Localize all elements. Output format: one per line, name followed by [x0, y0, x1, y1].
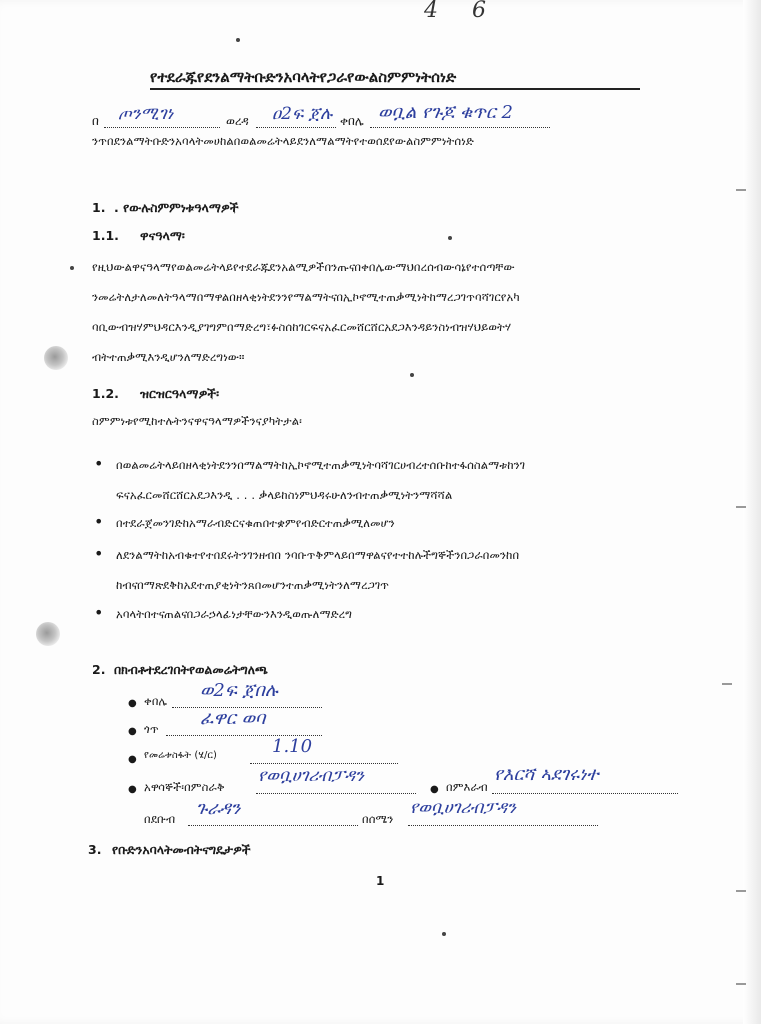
bullet-icon: • [94, 454, 104, 473]
kebele-item-label: ቀበሌ [144, 694, 168, 708]
woreda-fill-line [256, 127, 336, 128]
section-1-1-line-4: ብትተጠቃሚእንዲሆንለማድረግነው። [92, 350, 245, 364]
section-1-1-line-1: የዚህውልዋናዓላማየወልመሬትላይየተደራጁደንአልሚዎችበንጡናበቀበሌውማህበረሰብውሳኔየተሰጣቸው [92, 260, 515, 274]
north-fill-line [408, 825, 598, 826]
intro-prefix: በ [92, 114, 99, 128]
section-1-number: 1. [92, 200, 106, 215]
woreda-label: ወረዳ [226, 114, 249, 128]
section-1-2-title: ዝርዝርዓላማዎች፡ [140, 386, 220, 401]
section-1-1-line-2: ንመሬትለታለመለትዓላማበማዋልበዘላቂነትደንንየማልማትናበኢኮኖሚተጠቃሚነትከማረጋገጥባሻገርየአካ [92, 290, 520, 304]
bullet-icon: • [94, 603, 104, 622]
bullet-icon: • [94, 544, 104, 563]
kebele-handwriting: ወቧል የጉጆ ቁጥር 2 [378, 102, 513, 123]
top-number-left: 4 [424, 0, 438, 23]
section-1-2-number: 1.2. [92, 386, 119, 401]
objective-1-line-2: ፍናአፈርመሸርሸርአደጋእንዲ . . . ቃላይከስነምህዳሩሁለንብተጠቃሚነትንማሻሻል [116, 488, 453, 502]
south-label: በደቡብ [144, 812, 176, 826]
document-title: የተደራጁየደንልማትቡድንአባላትየጋራየውልስምምነትሰነድ [150, 68, 640, 90]
section-3-heading: የቡድንአባላትመብትናግዴታዎች [112, 842, 251, 857]
section-1-1-line-3: ባቢውብዝሃምህዳርእንዲያገግምበማድረግ፣ፉስሰከገርፍናአፈርመሸርሸርአደጋእንዳይንስነብዝሃህይወትሃ [92, 320, 512, 334]
circle-bullet-icon: ● [430, 784, 439, 795]
region-fill-line [104, 127, 220, 128]
kebele-item-handwriting: ወ2ፍ ጀበሉ [200, 680, 278, 701]
south-fill-line [188, 825, 358, 826]
speck [448, 236, 452, 240]
objective-3-line-1: ለደንልማትከአብቁተየተበደሩትንገንዘብበ ንባቡጥቅምላይበማዋልናየተተከሉችግኞችንበጋራበመንከበ [116, 548, 520, 562]
east-fill-line [256, 793, 416, 794]
page-number: 1 [376, 874, 385, 888]
section-2-number: 2. [92, 662, 106, 677]
margin-tick [722, 683, 732, 685]
circle-bullet-icon: ● [128, 698, 137, 709]
north-handwriting: የወቧሀገሪብፓዳን [410, 798, 516, 818]
section-1-2-intro: ስምምነቱየሚከተሉትንናዋናዓላማዎችንናያካትታል፡ [92, 414, 302, 428]
margin-tick [736, 189, 746, 191]
borders-label: አዋሳኞች፡በምስራቅ [144, 780, 225, 794]
got-item-handwriting: ፈዋር ወባ [200, 708, 266, 729]
kebele-fill-line [370, 127, 550, 128]
objective-3-line-2: ከብናበማጽደቅከአደተጠያቂነትንጸበመሆንተጠቃሚነትንለማረጋገጥ [116, 578, 390, 592]
woreda-handwriting: ዐ2ፍ ጀሉ [272, 104, 333, 124]
page-edge-shadow [743, 0, 761, 1024]
speck [70, 266, 74, 270]
objective-4-line-1: አባላትበተናጠልናበጋራኃላፊነታቸውንእንዲወጡለማድረግ [116, 607, 352, 621]
west-handwriting: የእርሻ ኣደገሩነተ [494, 764, 599, 785]
punch-hole-icon [44, 346, 68, 370]
section-1-heading: . የውሉስምምነቱዓላማዎች [114, 200, 239, 215]
bullet-icon: • [94, 512, 104, 531]
circle-bullet-icon: ● [128, 726, 137, 737]
land-size-label: የመሬቱስፋት (ሄ/ር) [144, 750, 218, 761]
north-label: በሰሜን [362, 812, 394, 826]
objective-1-line-1: በወልመሬትላይበዘላቂነትደንንበማልማትከኢኮኖሚተጠቃሚነትባሻገርሀብረተሰቡከተፋሰስልማቱከንገ [116, 458, 526, 472]
section-1-1-title: ዋናዓላማ፡ [140, 228, 185, 243]
section-1-1-number: 1.1. [92, 228, 119, 243]
got-item-label: ጎጥ [144, 722, 159, 736]
west-label: በምእራብ [446, 780, 488, 794]
punch-hole-icon [36, 622, 60, 646]
intro-line-2: ንጥበደንልማትቡድንአባላትመሀከልበወልመሬትላይደንለማልማትየተወሰደየውልስምምነትሰነድ [92, 134, 474, 148]
south-handwriting: ጉራዳን [196, 798, 241, 819]
section-2-heading: በክብቶተደረገበትየወልመሬትግለጫ [114, 662, 268, 677]
margin-tick [736, 506, 746, 508]
margin-tick [736, 983, 746, 985]
top-number-right: 6 [472, 0, 486, 23]
margin-tick [736, 890, 746, 892]
objective-2-line-1: በተደራጀመንገድከአማራብድርናቁጠበተቋምየብድርተጠቃሚለመሆን [116, 516, 395, 530]
speck [410, 373, 414, 377]
region-handwriting: ጦንሚገነ [118, 104, 174, 124]
west-fill-line [492, 793, 678, 794]
circle-bullet-icon: ● [128, 754, 137, 765]
circle-bullet-icon: ● [128, 784, 137, 795]
land-size-fill-line [250, 763, 398, 764]
land-size-handwriting: 1.10 [272, 736, 313, 757]
section-3-number: 3. [88, 842, 102, 857]
speck [236, 38, 240, 42]
speck [442, 932, 446, 936]
kebele-label: ቀበሌ [340, 114, 364, 128]
east-handwriting: የወቧሀገሪብፓዳን [258, 766, 364, 786]
